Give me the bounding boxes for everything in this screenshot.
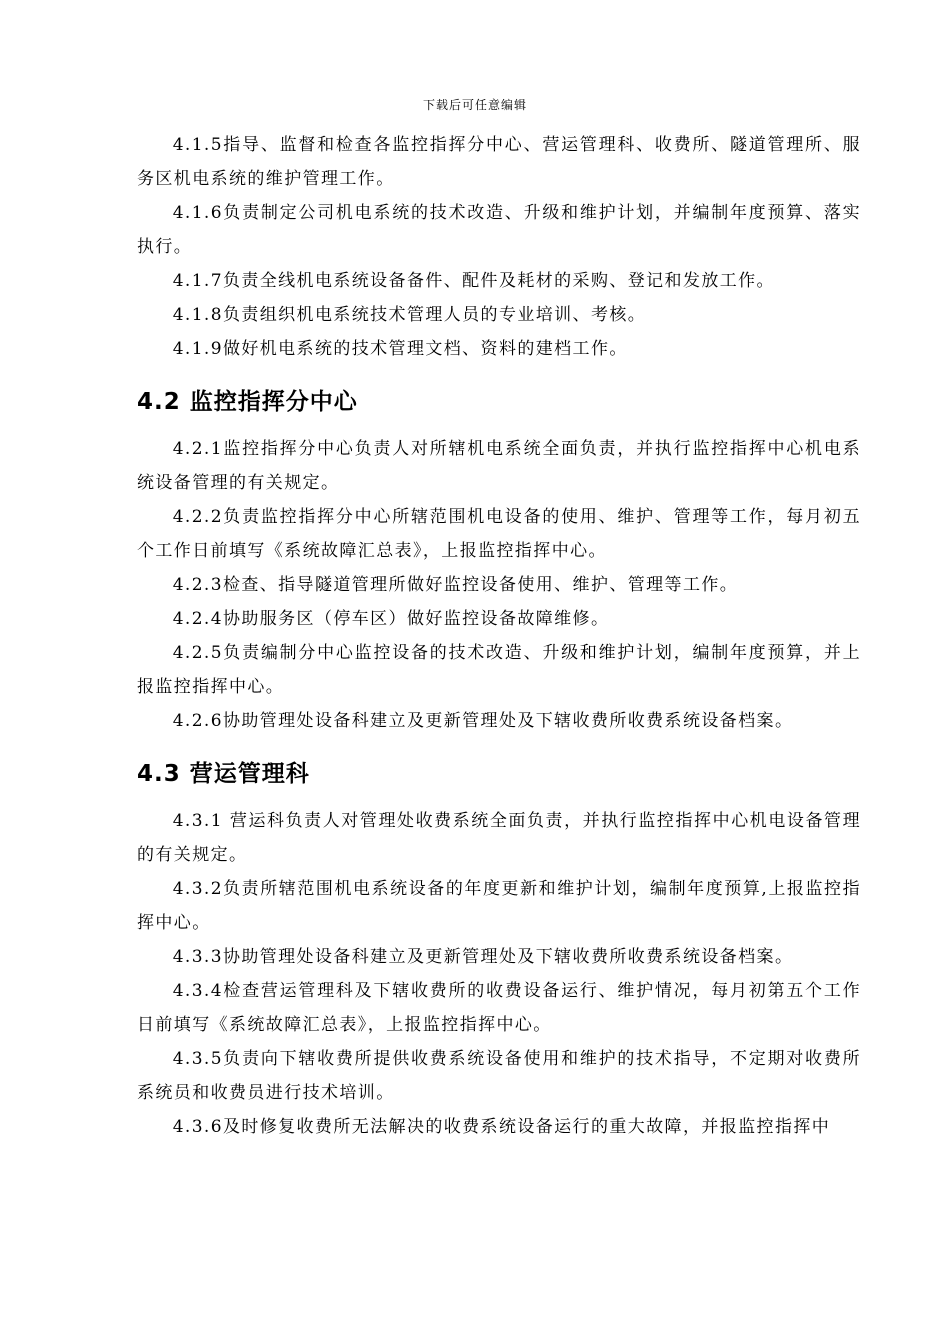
paragraph-4-3-1: 4.3.1 营运科负责人对管理处收费系统全面负责，并执行监控指挥中心机电设备管理的有关规定。 (137, 811, 861, 865)
paragraph-4-1-5: 4.1.5指导、监督和检查各监控指挥分中心、营运管理科、收费所、隧道管理所、服务区机电系统的维护管理工作。 (137, 135, 861, 189)
paragraph-4-2-4: 4.2.4协助服务区（停车区）做好监控设备故障维修。 (172, 609, 610, 629)
paragraph-4-1-6: 4.1.6负责制定公司机电系统的技术改造、升级和维护计划，并编制年度预算、落实执行。 (137, 203, 861, 257)
paragraph-4-1-7: 4.1.7负责全线机电系统设备备件、配件及耗材的采购、登记和发放工作。 (172, 271, 775, 291)
paragraph-4-2-1: 4.2.1监控指挥分中心负责人对所辖机电系统全面负责，并执行监控指挥中心机电系统设备管理的有关规定。 (137, 439, 861, 493)
paragraph-4-3-3: 4.3.3协助管理处设备科建立及更新管理处及下辖收费所收费系统设备档案。 (172, 947, 794, 967)
paragraph-4-3-2: 4.3.2负责所辖范围机电系统设备的年度更新和维护计划，编制年度预算,上报监控指挥中心。 (137, 879, 861, 933)
paragraph-4-3-4: 4.3.4检查营运管理科及下辖收费所的收费设备运行、维护情况，每月初第五个工作日前填写《系统故障汇总表》，上报监控指挥中心。 (137, 981, 861, 1035)
page-header-note: 下载后可任意编辑 (422, 98, 527, 112)
paragraph-4-2-2: 4.2.2负责监控指挥分中心所辖范围机电设备的使用、维护、管理等工作，每月初五个工作日前填写《系统故障汇总表》，上报监控指挥中心。 (137, 507, 861, 561)
paragraph-4-2-6: 4.2.6协助管理处设备科建立及更新管理处及下辖收费所收费系统设备档案。 (172, 711, 794, 731)
paragraph-4-2-3: 4.2.3检查、指导隧道管理所做好监控设备使用、维护、管理等工作。 (172, 575, 739, 595)
document-body (137, 128, 861, 1144)
section-heading-4-2: 4.2 监控指挥分中心 (137, 389, 358, 415)
paragraph-4-1-8: 4.1.8负责组织机电系统技术管理人员的专业培训、考核。 (172, 305, 647, 325)
paragraph-4-3-6: 4.3.6及时修复收费所无法解决的收费系统设备运行的重大故障，并报监控指挥中 (172, 1117, 831, 1137)
paragraph-4-1-9: 4.1.9做好机电系统的技术管理文档、资料的建档工作。 (172, 339, 628, 359)
paragraph-4-3-5: 4.3.5负责向下辖收费所提供收费系统设备使用和维护的技术指导，不定期对收费所系统员和收费员进行技术培训。 (137, 1049, 861, 1103)
paragraph-4-2-5: 4.2.5负责编制分中心监控设备的技术改造、升级和维护计划，编制年度预算，并上报监控指挥中心。 (137, 643, 861, 697)
section-heading-4-3: 4.3 营运管理科 (137, 761, 310, 787)
